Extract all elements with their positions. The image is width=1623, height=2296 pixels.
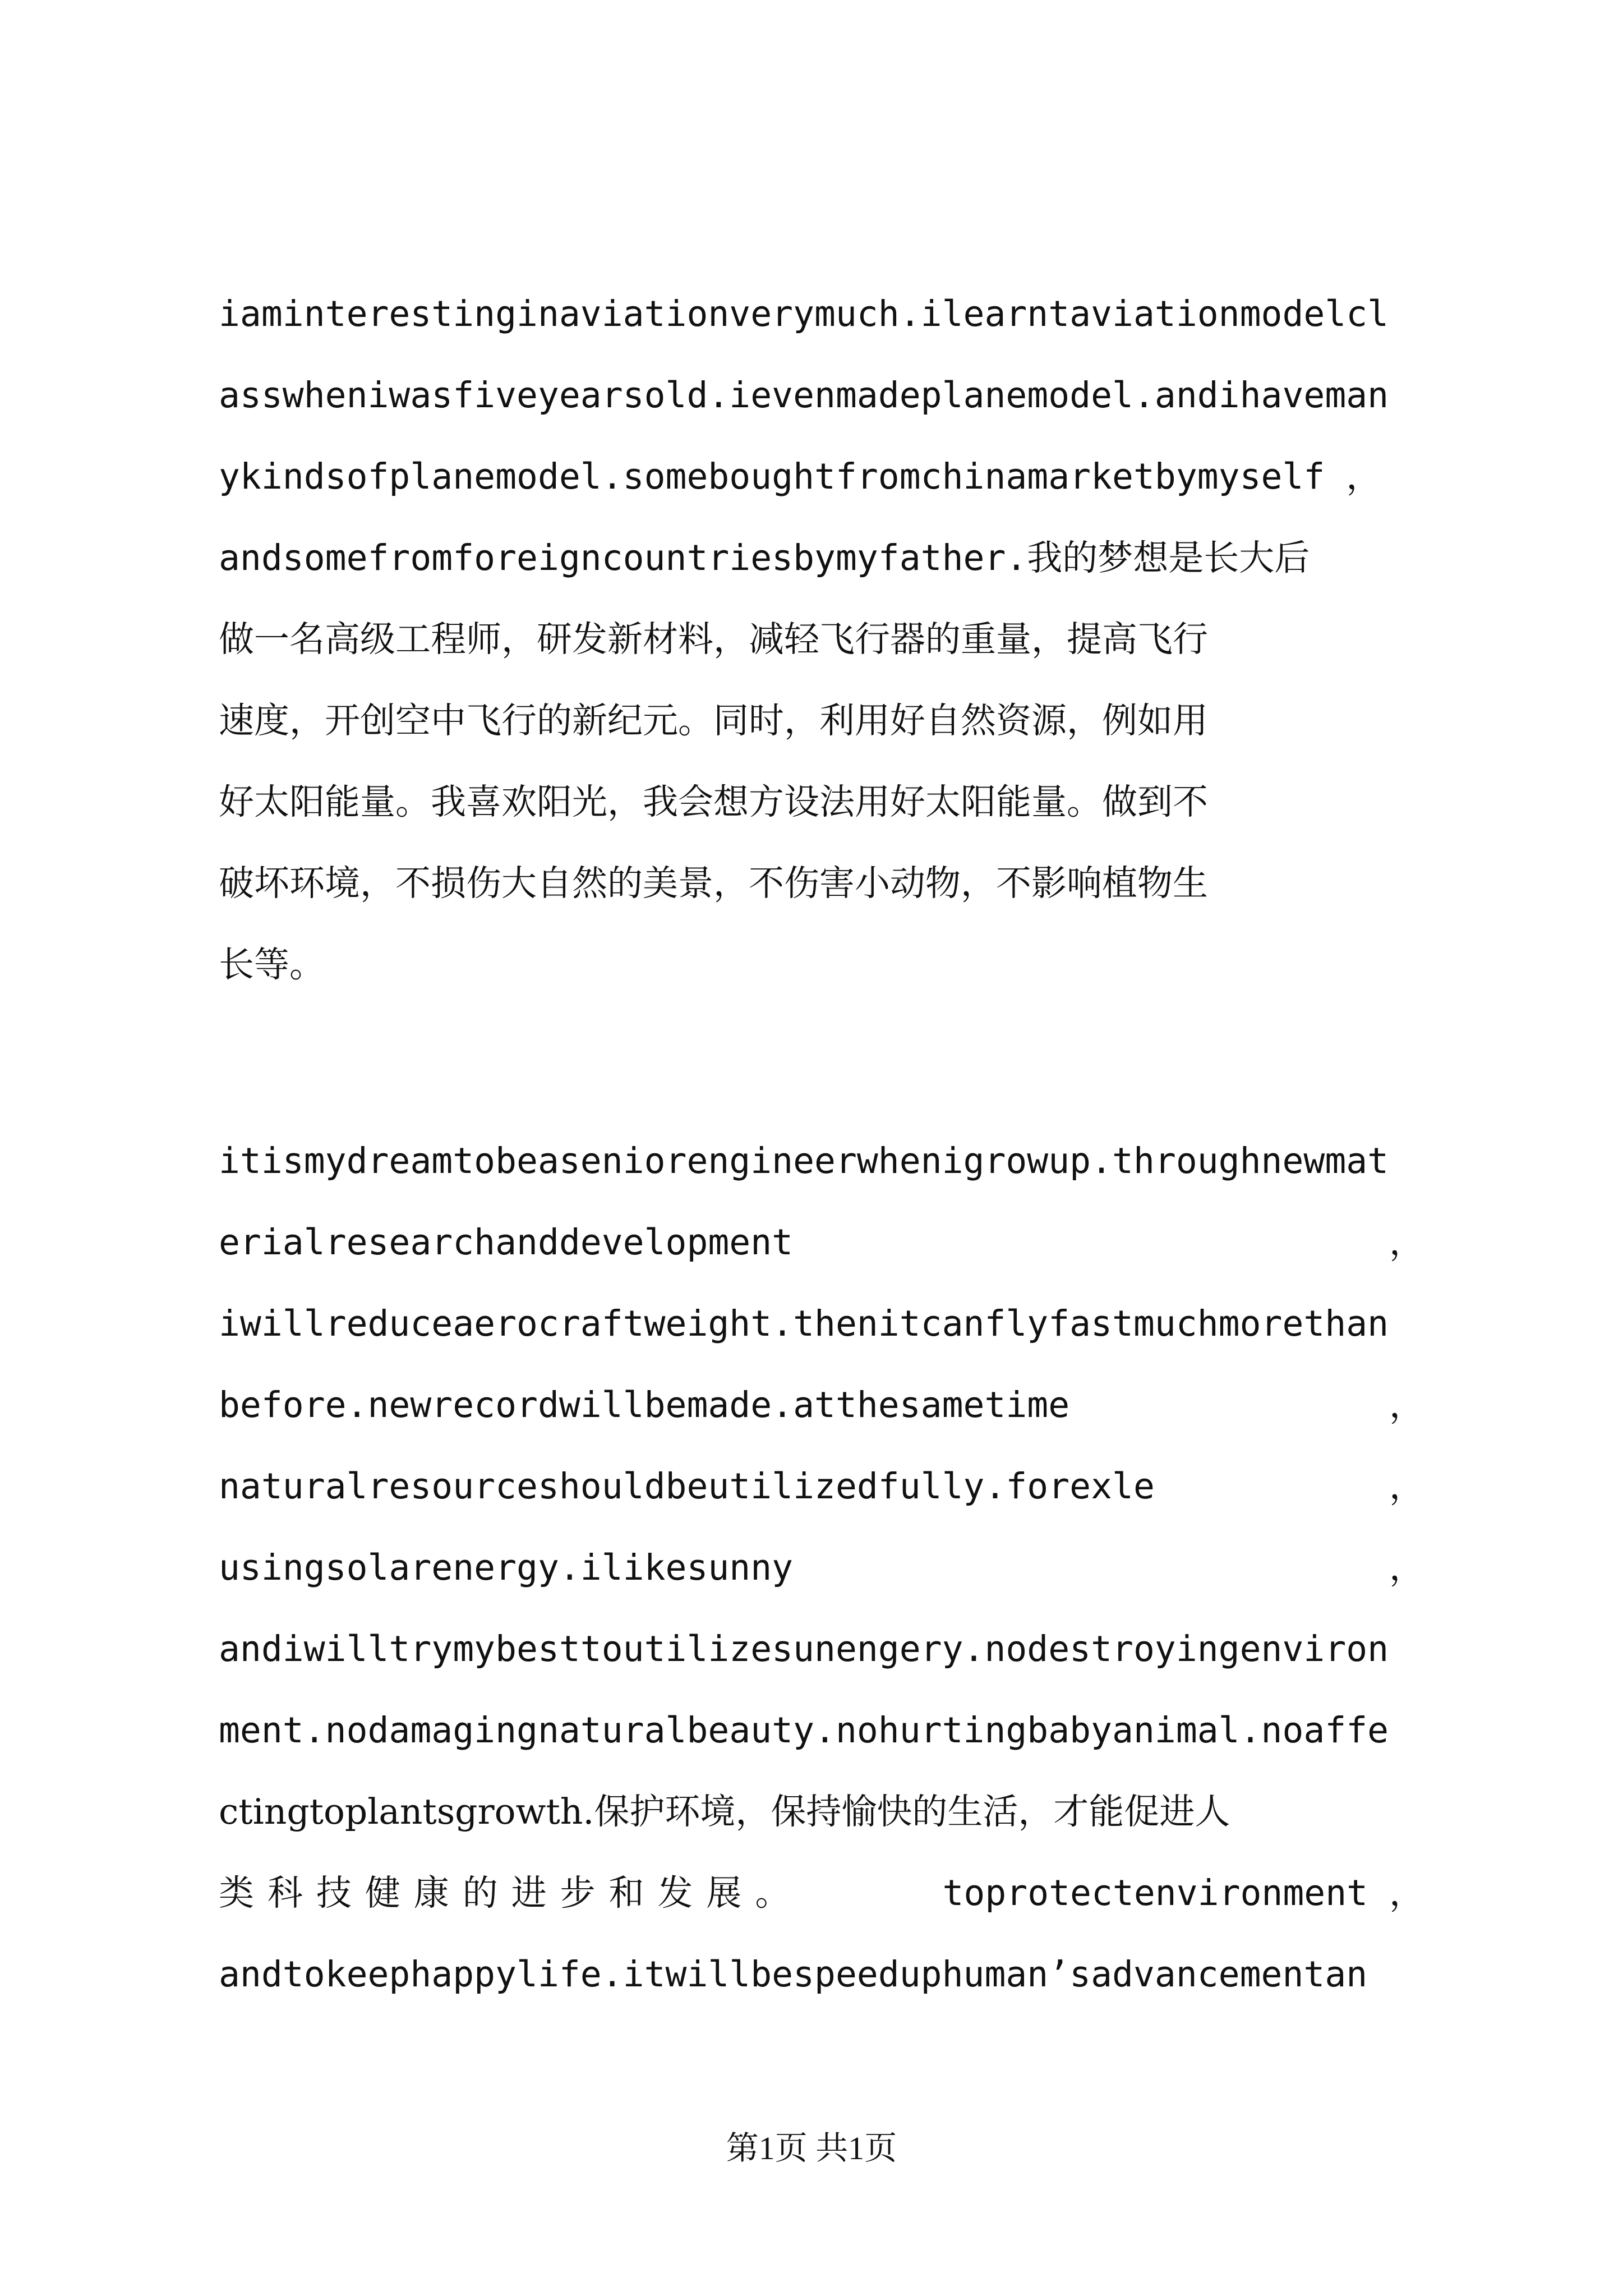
line-text: naturalresourceshouldbeutilizedfully.forexle	[219, 1466, 1155, 1507]
line-text: before.newrecordwillbemade.atthesametime	[219, 1384, 1070, 1425]
text-line: itismydreamtobeaseniorengineerwhenigrowup.throughnewmat	[219, 1140, 1389, 1181]
text-line-justified	[219, 1453, 1424, 1520]
text-line: ykindsofplanemodel.someboughtfromchinamarketbymyself ，	[219, 456, 1382, 497]
text-line-justified	[219, 1209, 1424, 1276]
line-text: toprotectenvironment ，	[942, 1872, 1424, 1913]
line-punct: ，	[1389, 1547, 1424, 1588]
text-line: iwillreduceaerocraftweight.thenitcanflyfastmuchmorethan	[219, 1303, 1389, 1344]
text-line: 长等。	[219, 944, 325, 985]
text-line: andsomefromforeigncountriesbymyfather.我的梦想是长大后	[219, 537, 1310, 578]
text-line-justified	[219, 1372, 1424, 1439]
line-text: usingsolarenergy.ilikesunny	[219, 1547, 794, 1588]
text-line: 破坏环境，不损伤大自然的美景，不伤害小动物，不影响植物生	[219, 863, 1208, 904]
text-line: ctingtoplantsgrowth.保护环境，保持愉快的生活，才能促进人	[219, 1791, 1230, 1832]
page-footer: 第1页 共1页	[726, 2130, 897, 2166]
text-line: asswheniwasfiveyearsold.ievenmadeplanemodel.andihaveman	[219, 375, 1389, 416]
line-text: erialresearchanddevelopment	[219, 1222, 794, 1263]
text-line-justified	[219, 1534, 1424, 1602]
line-punct: ，	[1389, 1384, 1424, 1425]
line-punct: ，	[1389, 1222, 1424, 1263]
text-line: ment.nodamagingnaturalbeauty.nohurtingbabyanimal.noaffe	[219, 1710, 1389, 1751]
line-text-cjk: 类科技健康的进步和发展。	[219, 1872, 804, 1913]
text-line: andiwilltrymybesttoutilizesunengery.nodestroyingenviron	[219, 1628, 1389, 1669]
text-line: iaminterestinginaviationverymuch.ilearntaviationmodelcl	[219, 293, 1389, 334]
line-punct: ，	[1389, 1466, 1424, 1507]
text-line: andtokeephappylife.itwillbespeeduphuman’sadvancementan	[219, 1954, 1368, 1995]
text-line: 好太阳能量。我喜欢阳光，我会想方设法用好太阳能量。做到不	[219, 781, 1208, 822]
text-line: 做一名高级工程师，研发新材料，减轻飞行器的重量，提高飞行	[219, 619, 1208, 660]
text-line-justified	[219, 1860, 1424, 1927]
text-line: 速度，开创空中飞行的新纪元。同时，利用好自然资源，例如用	[219, 700, 1208, 741]
